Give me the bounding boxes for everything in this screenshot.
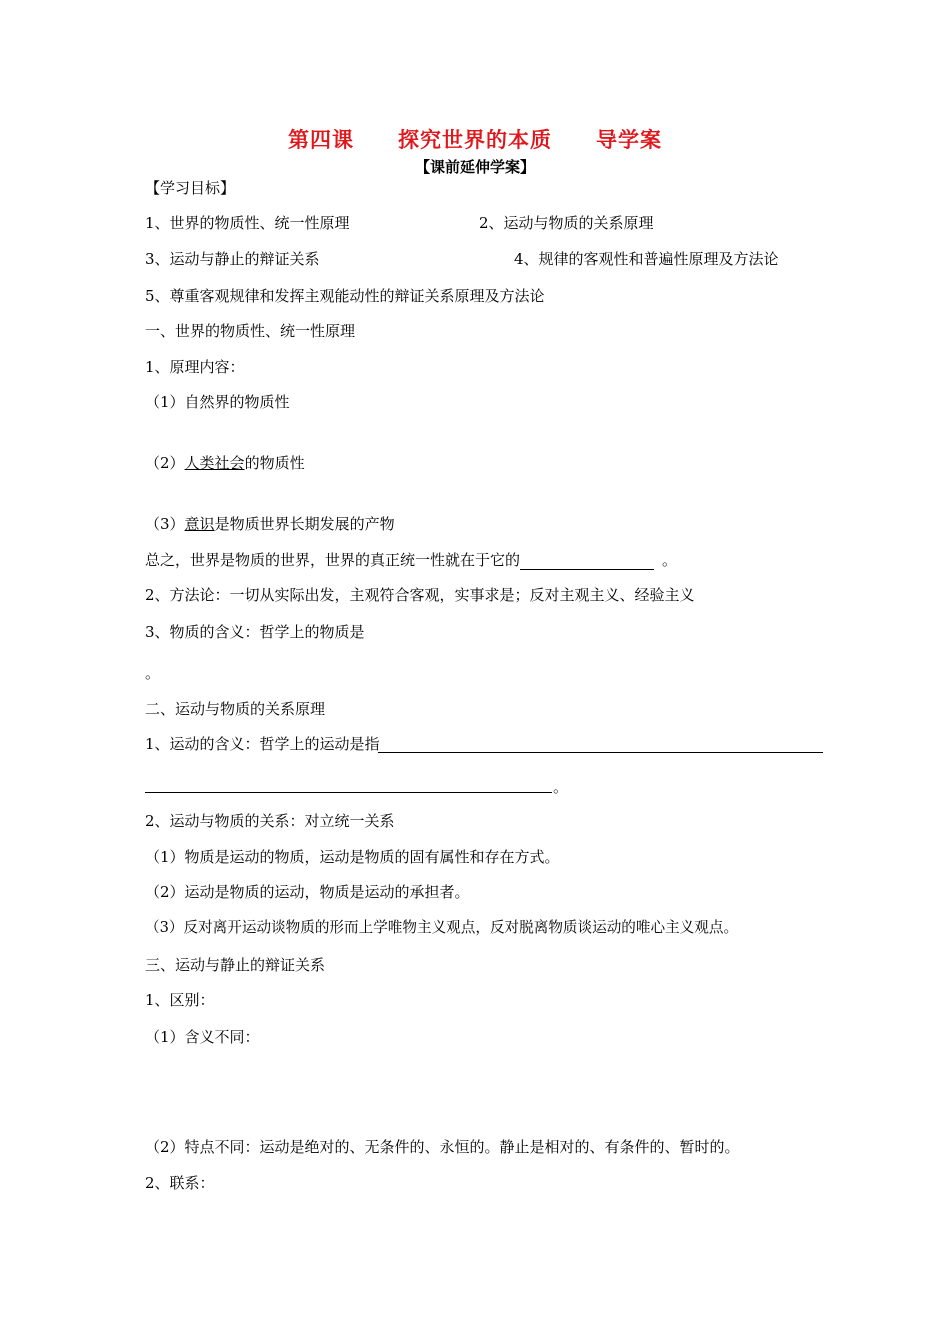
paragraph: （2）特点不同：运动是绝对的、无条件的、永恒的。静止是相对的、有条件的、暂时的。 [145, 1138, 740, 1156]
paragraph: （1）物质是运动的物质，运动是物质的固有属性和存在方式。 [145, 848, 560, 866]
paragraph: 2、运动与物质的关系：对立统一关系 [145, 812, 395, 830]
objective-item: 1、世界的物质性、统一性原理 [145, 214, 350, 232]
text-segment: 。 [662, 551, 678, 569]
objective-item: 3、运动与静止的辩证关系 [145, 250, 320, 268]
section-heading: 一、世界的物质性、统一性原理 [145, 322, 356, 340]
paragraph: 2、联系： [145, 1174, 215, 1192]
objective-item: 4、规律的客观性和普遍性原理及方法论 [514, 250, 779, 268]
text-segment: （3） [145, 515, 185, 533]
underlined-term: 人类社会 [184, 454, 245, 472]
paragraph [145, 514, 395, 534]
paragraph: 1、运动的含义：哲学上的运动是指 [145, 735, 380, 753]
paragraph: 2、方法论：一切从实际出发，主观符合客观，实事求是；反对主观主义、经验主义 [145, 586, 695, 604]
text-segment: 的物质性 [244, 454, 305, 472]
paragraph: 1、区别： [145, 991, 215, 1009]
paragraph [145, 550, 677, 570]
objective-item: 5、尊重客观规律和发挥主观能动性的辩证关系原理及方法论 [145, 287, 545, 305]
paragraph: （2）运动是物质的运动，物质是运动的承担者。 [145, 883, 470, 901]
fill-in-blank[interactable] [378, 752, 823, 753]
paragraph: 。 [553, 778, 569, 796]
document-title: 第四课 探究世界的本质 导学案 [288, 128, 662, 152]
paragraph [145, 453, 305, 473]
text-segment: 是物质世界长期发展的产物 [214, 515, 395, 533]
text-segment: （2） [145, 454, 185, 472]
fill-in-blank[interactable] [520, 553, 654, 570]
document-subtitle: 【课前延伸学案】 [414, 158, 535, 176]
underlined-term: 意识 [184, 515, 215, 533]
paragraph: （1）自然界的物质性 [145, 393, 290, 411]
section-heading: 二、运动与物质的关系原理 [145, 700, 326, 718]
objectives-heading: 【学习目标】 [145, 179, 236, 197]
paragraph: 。 [145, 664, 161, 682]
paragraph: （1）含义不同： [145, 1028, 260, 1046]
text-segment: 总之，世界是物质的世界，世界的真正统一性就在于它的 [145, 551, 521, 569]
objective-item: 2、运动与物质的关系原理 [479, 214, 654, 232]
paragraph: 3、物质的含义：哲学上的物质是 [145, 623, 365, 641]
section-heading: 三、运动与静止的辩证关系 [145, 956, 326, 974]
paragraph: （3）反对离开运动谈物质的形而上学唯物主义观点，反对脱离物质谈运动的唯心主义观点。 [145, 919, 739, 936]
paragraph: 1、原理内容： [145, 358, 245, 376]
fill-in-blank[interactable] [145, 792, 552, 793]
